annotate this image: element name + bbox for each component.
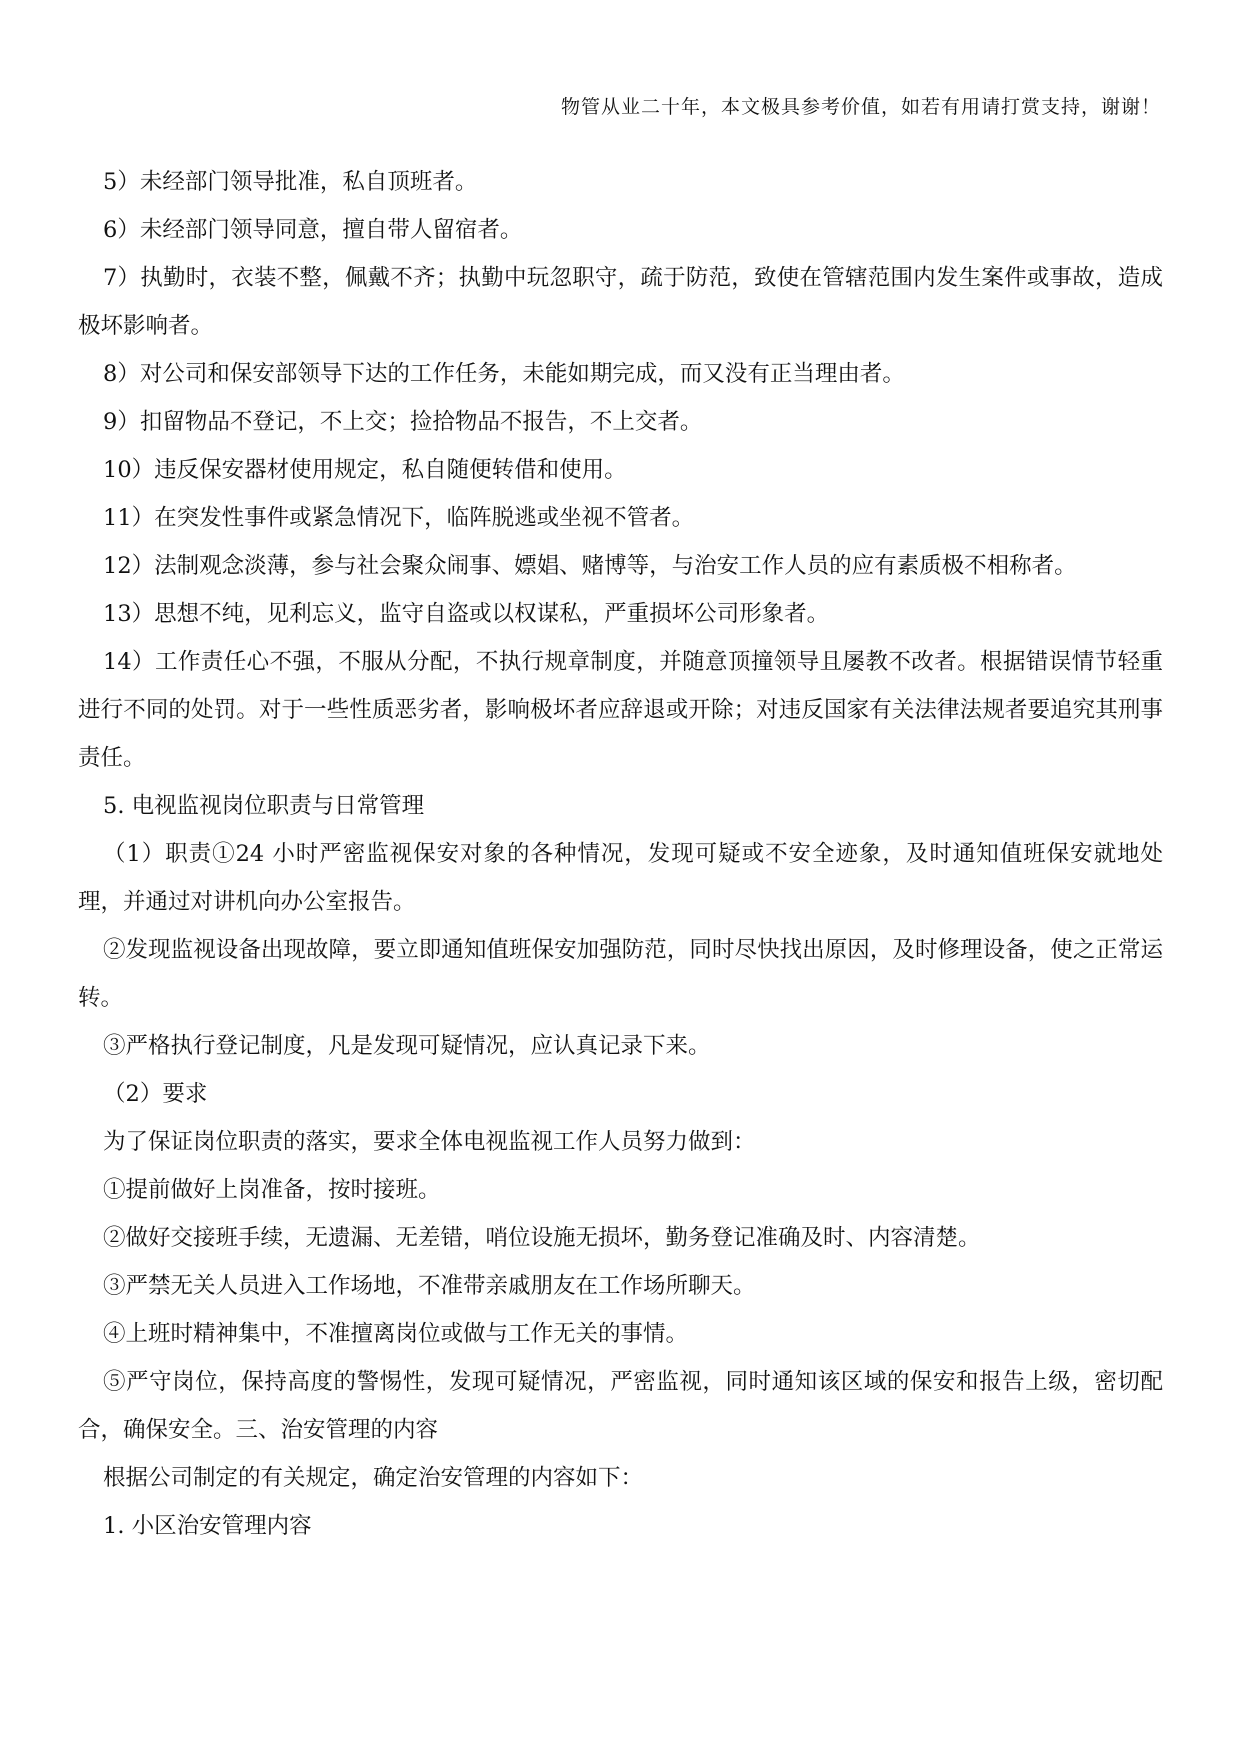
paragraph: 根据公司制定的有关规定，确定治安管理的内容如下： [103,1465,644,1491]
paragraph: ①提前做好上岗准备，按时接班。 [103,1177,441,1203]
paragraph: 8）对公司和保安部领导下达的工作任务，未能如期完成，而又没有正当理由者。 [103,361,905,387]
subsection-heading: （2）要求 [103,1081,208,1107]
paragraph: （1）职责①24 小时严密监视保安对象的各种情况，发现可疑或不安全迹象，及时通知值班保安就地处理，并通过对讲机向办公室报告。 [78,841,1163,915]
paragraph: 5）未经部门领导批准，私自顶班者。 [103,169,478,195]
paragraph: 13）思想不纯，见利忘义，监守自盗或以权谋私，严重损坏公司形象者。 [103,601,830,627]
paragraph: ②做好交接班手续，无遗漏、无差错，哨位设施无损坏，勤务登记准确及时、内容清楚。 [103,1225,981,1251]
paragraph: 11）在突发性事件或紧急情况下，临阵脱逃或坐视不管者。 [103,505,695,531]
header-note: 物管从业二十年，本文极具参考价值，如若有用请打赏支持，谢谢！ [560,96,1161,118]
paragraph: ③严格执行登记制度，凡是发现可疑情况，应认真记录下来。 [103,1033,711,1059]
document-body [78,158,1163,1550]
paragraph: 为了保证岗位职责的落实，要求全体电视监视工作人员努力做到： [103,1129,756,1155]
paragraph: 9）扣留物品不登记，不上交；捡拾物品不报告，不上交者。 [103,409,703,435]
paragraph: 10）违反保安器材使用规定，私自随便转借和使用。 [103,457,627,483]
section-heading: 1. 小区治安管理内容 [103,1513,312,1539]
paragraph: ④上班时精神集中，不准擅离岗位或做与工作无关的事情。 [103,1321,689,1347]
section-heading: 5. 电视监视岗位职责与日常管理 [103,793,425,819]
paragraph: ②发现监视设备出现故障，要立即通知值班保安加强防范，同时尽快找出原因，及时修理设备，使之正常运转。 [78,937,1163,1011]
paragraph: 7）执勤时，衣装不整，佩戴不齐；执勤中玩忽职守，疏于防范，致使在管辖范围内发生案件或事故，造成极坏影响者。 [78,265,1163,339]
paragraph: 12）法制观念淡薄，参与社会聚众闹事、嫖娼、赌博等，与治安工作人员的应有素质极不相称者。 [103,553,1077,579]
paragraph: 14）工作责任心不强，不服从分配，不执行规章制度，并随意顶撞领导且屡教不改者。根据错误情节轻重进行不同的处罚。对于一些性质恶劣者，影响极坏者应辞退或开除；对违反国家有关法律法规者要追究其刑事责任。 [78,649,1163,771]
paragraph: ⑤严守岗位，保持高度的警惕性，发现可疑情况，严密监视，同时通知该区域的保安和报告上级，密切配合，确保安全。三、治安管理的内容 [78,1369,1163,1443]
paragraph: ③严禁无关人员进入工作场地，不准带亲戚朋友在工作场所聊天。 [103,1273,756,1299]
paragraph: 6）未经部门领导同意，擅自带人留宿者。 [103,217,523,243]
